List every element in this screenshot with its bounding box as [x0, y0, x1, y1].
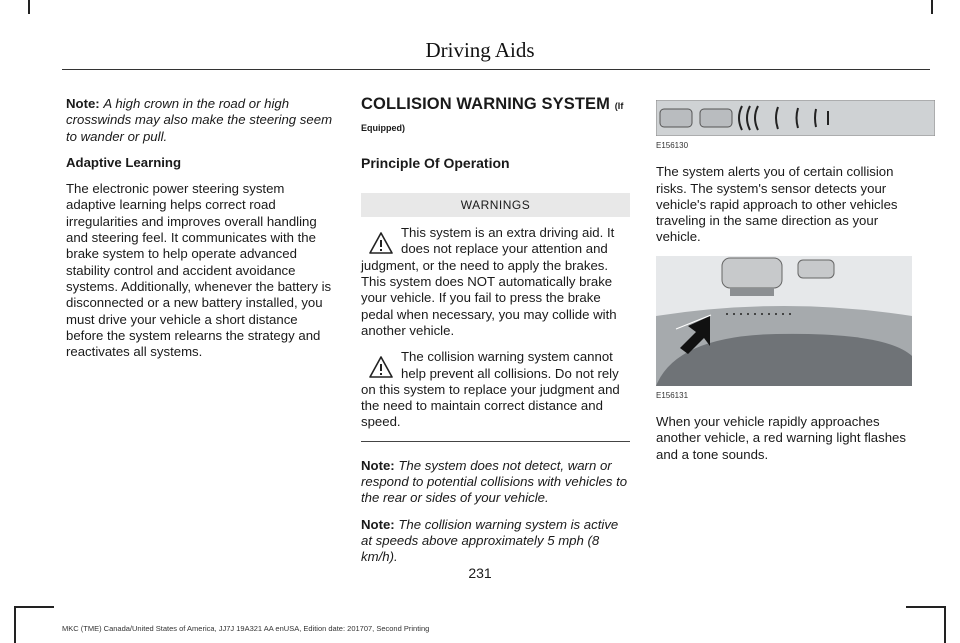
crop-mark	[28, 0, 30, 14]
figure-label: E156131	[656, 390, 689, 400]
note-label: Note:	[66, 96, 100, 111]
crop-mark	[14, 606, 16, 643]
page-header-title: Driving Aids	[425, 38, 535, 62]
warnings-rule	[361, 441, 630, 442]
figure-label: E156130	[656, 141, 689, 150]
dashboard-warning-illustration	[656, 256, 912, 386]
adaptive-learning-paragraph: The electronic power steering system adaptive learning helps correct road irregularities and improves overall handling and steering feel. It communicates with the brake system to help operate advanced stability control and accident avoidance systems. Additionally, whenever the battery is disconnected or a new battery installed, you must drive your vehicle a short distance before the system relearns the strategy and reactivates all systems.	[66, 181, 332, 360]
note	[361, 517, 630, 566]
note-label: Note:	[361, 457, 395, 473]
warning-triangle-icon	[369, 231, 393, 255]
subtitle-adaptive-learning: Adaptive Learning	[66, 154, 182, 170]
right-column	[656, 100, 926, 473]
note-text: The collision warning system is active at speeds above approximately 5 mph (8 km/h).	[361, 516, 619, 565]
section-title-suffix: (If	[614, 101, 624, 111]
warning-block	[361, 225, 630, 339]
header-rule	[62, 69, 930, 70]
middle-column	[361, 96, 630, 576]
note	[361, 458, 630, 507]
crop-mark	[14, 606, 54, 608]
crop-mark	[931, 0, 933, 14]
note-label: Note:	[361, 516, 395, 532]
warning-text-1: This system is an extra driving aid. It does not replace your attention and judgment, or the need to apply the brakes. This system does NOT automatically brake your vehicle. If you fail to press the brake pedal when necessary, you may collide with another vehicle.	[361, 225, 617, 338]
warnings-header: WARNINGS	[361, 193, 630, 217]
crop-mark	[944, 606, 946, 643]
left-column	[66, 96, 336, 370]
note	[66, 96, 336, 145]
page-number: 231	[468, 565, 492, 581]
crop-mark	[906, 606, 946, 608]
sensor-waves-illustration	[656, 100, 935, 136]
note-text: A high crown in the road or high crosswinds may also make the steering seem to wander or pull.	[66, 96, 333, 144]
paragraph: When your vehicle rapidly approaches another vehicle, a red warning light flashes and a tone sounds.	[656, 414, 906, 462]
subtitle-principle: Principle Of Operation	[361, 154, 510, 171]
warning-text-2: The collision warning system cannot help prevent all collisions. Do not rely on this system to replace your judgment and the need to maintain correct distance and speed.	[361, 349, 620, 430]
section-title	[361, 96, 630, 114]
equipped-label: Equipped)	[361, 123, 405, 134]
edition-footer: MKC (TME) Canada/United States of America, JJ7J 19A321 AA enUSA, Edition date: 201707, Second Printing	[62, 624, 430, 633]
warning-block	[361, 349, 630, 430]
note-text: The system does not detect, warn or respond to potential collisions with vehicles to the rear or sides of your vehicle.	[361, 457, 628, 506]
warning-triangle-icon	[369, 355, 393, 379]
section-title-text: COLLISION WARNING SYSTEM	[361, 95, 610, 113]
paragraph: The system alerts you of certain collision risks. The system's sensor detects your vehicle's rapid approach to other vehicles traveling in the same direction as your vehicle.	[656, 164, 898, 245]
